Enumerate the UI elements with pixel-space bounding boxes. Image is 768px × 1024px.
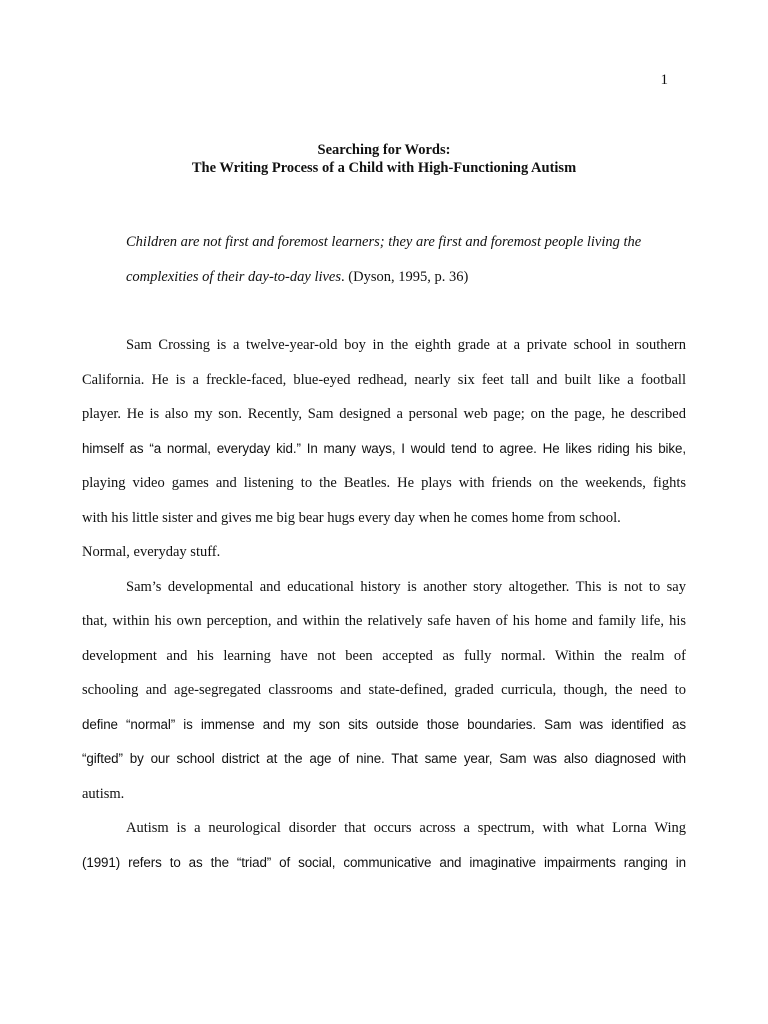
paragraph-2-line-2: that, within his own perception, and within the relatively safe haven of his home and family life, his xyxy=(82,613,686,629)
paragraph-1-line-2: California. He is a freckle-faced, blue-eyed redhead, nearly six feet tall and built like a football xyxy=(82,371,686,388)
paragraph-2-line-1: Sam’s developmental and educational history is another story altogether. This is not to say xyxy=(126,578,686,595)
paragraph-1-line-4: himself as “a normal, everyday kid.” In many ways, I would tend to agree. He likes riding his bike, xyxy=(82,440,686,456)
paragraph-2-line-3: development and his learning have not been accepted as fully normal. Within the realm of xyxy=(82,647,686,664)
paper-title xyxy=(82,141,686,177)
epigraph-line-2-text: complexities of their day-to-day lives xyxy=(126,268,342,285)
body-text xyxy=(82,328,686,880)
paragraph-3-line-2: (1991) refers to as the “triad” of social, communicative and imaginative impairments ranging in xyxy=(82,854,686,870)
title-line-2: The Writing Process of a Child with High-Functioning Autism xyxy=(191,160,577,176)
paragraph-2-line-7: autism. xyxy=(82,785,125,802)
epigraph-line-1: Children are not first and foremost learners; they are first and foremost people living the xyxy=(126,234,642,250)
paragraph-3-line-1: Autism is a neurological disorder that occurs across a spectrum, with what Lorna Wing xyxy=(126,820,686,836)
epigraph-citation: . (Dyson, 1995, p. 36) xyxy=(341,268,469,285)
paragraph-1-line-6: with his little sister and gives me big bear hugs every day when he comes home from school. xyxy=(82,509,621,526)
paragraph-1-line-5: playing video games and listening to the Beatles. He plays with friends on the weekends, fights xyxy=(82,475,686,491)
paragraph-2-line-6: “gifted” by our school district at the age of nine. That same year, Sam was also diagnosed with xyxy=(82,751,686,766)
title-line-1: Searching for Words: xyxy=(317,142,451,158)
epigraph-line-2 xyxy=(126,260,686,295)
epigraph-quote xyxy=(126,225,686,294)
paragraph-2-line-4: schooling and age-segregated classrooms and state-defined, graded curricula, though, the need to xyxy=(82,682,686,698)
paragraph-1-line-1: Sam Crossing is a twelve-year-old boy in the eighth grade at a private school in southern xyxy=(126,337,686,353)
paragraph-1-line-3: player. He is also my son. Recently, Sam designed a personal web page; on the page, he described xyxy=(82,406,686,422)
paragraph-2-line-5: define “normal” is immense and my son sits outside those boundaries. Sam was identified as xyxy=(82,716,686,732)
page-number: 1 xyxy=(660,72,668,88)
paragraph-1-line-7: Normal, everyday stuff. xyxy=(82,544,221,560)
